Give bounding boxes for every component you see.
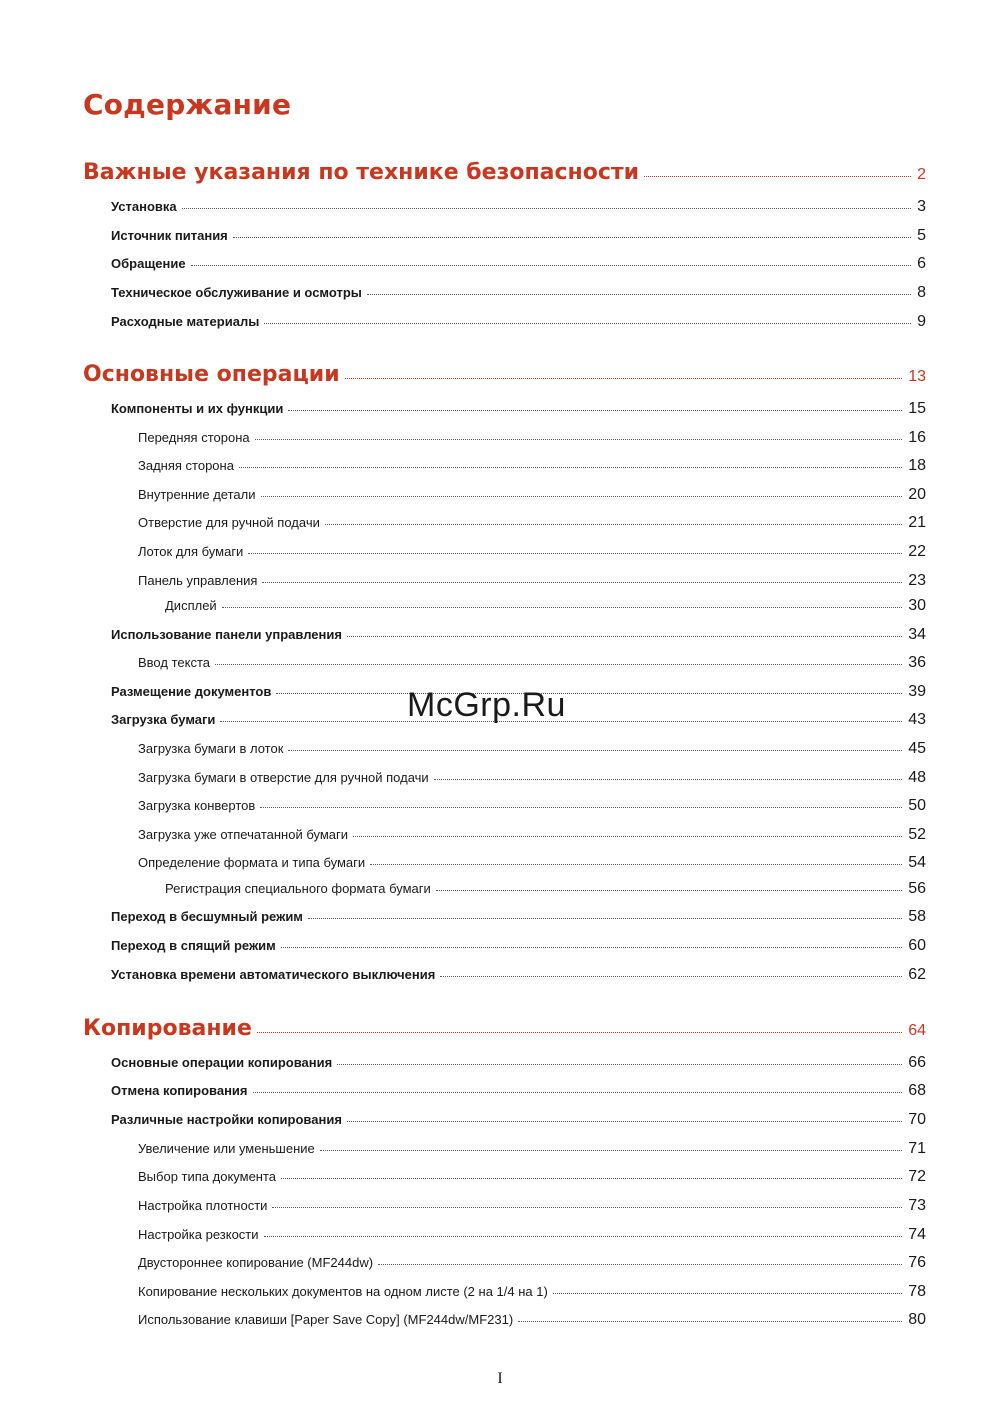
dot-leader — [281, 1178, 902, 1179]
toc-entry-label: Отмена копирования — [111, 1083, 248, 1098]
toc-page-number: 52 — [908, 826, 926, 843]
toc-entry-label: Источник питания — [111, 228, 228, 243]
toc-entry[interactable] — [0, 543, 1000, 561]
toc-page-number: 13 — [908, 368, 926, 385]
dot-leader — [347, 1121, 902, 1122]
toc-page-number: 66 — [908, 1054, 926, 1071]
dot-leader — [440, 976, 902, 977]
toc-entry[interactable] — [0, 908, 1000, 926]
toc-entry-label: Различные настройки копирования — [111, 1112, 342, 1127]
dot-leader — [255, 439, 903, 440]
toc-page-number: 72 — [908, 1168, 926, 1185]
toc-section-heading[interactable] — [0, 1016, 1000, 1041]
toc-entry-label: Основные операции копирования — [111, 1055, 333, 1070]
dot-leader — [644, 176, 911, 177]
toc-entry-label: Установка — [111, 199, 177, 214]
toc-page-number: 58 — [908, 908, 926, 925]
toc-entry[interactable] — [0, 769, 1000, 787]
toc-entry-label: Дисплей — [165, 598, 217, 613]
toc-entry-label: Загрузка уже отпечатанной бумаги — [138, 827, 349, 842]
toc-entry[interactable] — [0, 514, 1000, 532]
dot-leader — [260, 807, 902, 808]
dot-leader — [264, 1236, 903, 1237]
toc-entry-label: Установка времени автоматического выключения — [111, 967, 436, 982]
toc-entry[interactable] — [0, 313, 1000, 331]
toc-page-number: 54 — [908, 854, 926, 871]
dot-leader — [308, 918, 902, 919]
toc-entry-label: Загрузка бумаги — [111, 712, 216, 727]
dot-leader — [257, 1032, 902, 1033]
toc-entry-label: Двустороннее копирование (MF244dw) — [138, 1255, 374, 1270]
toc-page-number: 36 — [908, 654, 926, 671]
toc-entry-label: Переход в спящий режим — [111, 938, 276, 953]
dot-leader — [347, 636, 902, 637]
toc-entry-label: Копирование нескольких документов на одном листе (2 на 1/4 на 1) — [138, 1284, 548, 1299]
dot-leader — [518, 1321, 902, 1322]
toc-entry-label: Обращение — [111, 256, 186, 271]
toc-entry[interactable] — [0, 572, 1000, 590]
toc-page-number: 48 — [908, 769, 926, 786]
toc-entry[interactable] — [0, 227, 1000, 245]
toc-section-heading[interactable] — [0, 160, 1000, 185]
toc-page-number: 23 — [908, 572, 926, 589]
toc-entry[interactable] — [0, 740, 1000, 758]
toc-entry[interactable] — [0, 1254, 1000, 1272]
dot-leader — [233, 237, 911, 238]
toc-entry-label: Загрузка бумаги в отверстие для ручной подачи — [138, 770, 429, 785]
toc-entry[interactable] — [0, 654, 1000, 672]
toc-page-number: 34 — [908, 626, 926, 643]
toc-section-title: Важные указания по технике безопасности — [83, 160, 640, 185]
toc-entry[interactable] — [0, 1111, 1000, 1129]
page-number: I — [497, 1370, 503, 1387]
toc-entry-label: Загрузка конвертов — [138, 798, 256, 813]
toc-page-number: 2 — [917, 166, 926, 183]
toc-entry[interactable] — [0, 854, 1000, 872]
dot-leader — [345, 378, 903, 379]
toc-page-number: 9 — [917, 313, 926, 330]
toc-entry[interactable] — [0, 626, 1000, 644]
dot-leader — [325, 524, 902, 525]
toc-entry[interactable] — [0, 1140, 1000, 1158]
toc-page-number: 45 — [908, 740, 926, 757]
toc-entry[interactable] — [0, 1311, 1000, 1329]
toc-page-number: 64 — [908, 1022, 926, 1039]
dot-leader — [182, 208, 911, 209]
toc-entry-label: Загрузка бумаги в лоток — [138, 741, 284, 756]
dot-leader — [261, 496, 903, 497]
dot-leader — [239, 467, 902, 468]
toc-entry-label: Использование клавиши [Paper Save Copy] (MF244dw/MF231) — [138, 1312, 514, 1327]
dot-leader — [353, 836, 902, 837]
toc-page-number: 30 — [908, 597, 926, 614]
toc-page-number: 56 — [908, 880, 926, 897]
toc-entry-label: Размещение документов — [111, 684, 272, 699]
toc-page-number: 76 — [908, 1254, 926, 1271]
toc-entry-label: Настройка плотности — [138, 1198, 268, 1213]
toc-entry-label: Определение формата и типа бумаги — [138, 855, 366, 870]
toc-page-number: 5 — [917, 227, 926, 244]
toc-page-number: 3 — [917, 198, 926, 215]
toc-page-number: 70 — [908, 1111, 926, 1128]
toc-page-number: 8 — [917, 284, 926, 301]
dot-leader — [262, 582, 902, 583]
toc-page-number: 71 — [908, 1140, 926, 1157]
toc-entry[interactable] — [0, 486, 1000, 504]
dot-leader — [378, 1264, 902, 1265]
dot-leader — [337, 1064, 902, 1065]
watermark: McGrp.Ru — [407, 686, 566, 724]
toc-entry[interactable] — [0, 255, 1000, 273]
toc-page-number: 73 — [908, 1197, 926, 1214]
toc-entry-label: Переход в бесшумный режим — [111, 909, 303, 924]
dot-leader — [434, 779, 903, 780]
toc-entry-label: Задняя сторона — [138, 458, 234, 473]
toc-page-number: 62 — [908, 966, 926, 983]
toc-page-number: 50 — [908, 797, 926, 814]
toc-entry[interactable] — [0, 457, 1000, 475]
page-title: Содержание — [83, 88, 292, 121]
toc-entry[interactable] — [0, 1197, 1000, 1215]
toc-page-number: 18 — [908, 457, 926, 474]
toc-entry-label: Ввод текста — [138, 655, 210, 670]
dot-leader — [222, 607, 903, 608]
dot-leader — [281, 947, 902, 948]
toc-page-number: 68 — [908, 1082, 926, 1099]
toc-entry[interactable] — [0, 400, 1000, 418]
dot-leader — [553, 1293, 902, 1294]
dot-leader — [370, 864, 902, 865]
toc-page-number: 80 — [908, 1311, 926, 1328]
toc-page-number: 21 — [908, 514, 926, 531]
toc-entry[interactable] — [0, 1168, 1000, 1186]
dot-leader — [191, 265, 912, 266]
toc-page-number: 74 — [908, 1226, 926, 1243]
toc-entry[interactable] — [0, 1054, 1000, 1072]
toc-entry-label: Расходные материалы — [111, 314, 260, 329]
toc-entry[interactable] — [0, 1082, 1000, 1100]
toc-entry-label: Использование панели управления — [111, 627, 342, 642]
toc-entry[interactable] — [0, 880, 1000, 898]
dot-leader — [276, 693, 902, 694]
dot-leader — [436, 890, 902, 891]
toc-entry-label: Панель управления — [138, 573, 258, 588]
toc-entry[interactable] — [0, 429, 1000, 447]
toc-entry-label: Увеличение или уменьшение — [138, 1141, 315, 1156]
toc-section-title: Копирование — [83, 1016, 252, 1041]
toc-entry[interactable] — [0, 597, 1000, 615]
toc-page-number: 15 — [908, 400, 926, 417]
toc-entry[interactable] — [0, 966, 1000, 984]
toc-page-number: 20 — [908, 486, 926, 503]
toc-page-number: 39 — [908, 683, 926, 700]
toc-entry[interactable] — [0, 937, 1000, 955]
toc-entry-label: Выбор типа документа — [138, 1169, 277, 1184]
toc-entry-label: Лоток для бумаги — [138, 544, 244, 559]
dot-leader — [320, 1150, 902, 1151]
toc-entry[interactable] — [0, 826, 1000, 844]
dot-leader — [272, 1207, 902, 1208]
dot-leader — [288, 410, 902, 411]
toc-section-heading[interactable] — [0, 362, 1000, 387]
toc-entry-label: Отверстие для ручной подачи — [138, 515, 320, 530]
toc-page-number: 43 — [908, 711, 926, 728]
dot-leader — [367, 294, 911, 295]
toc-page-number: 78 — [908, 1283, 926, 1300]
dot-leader — [264, 323, 911, 324]
toc-page-number: 6 — [917, 255, 926, 272]
toc-entry-label: Техническое обслуживание и осмотры — [111, 285, 362, 300]
dot-leader — [215, 664, 902, 665]
toc-entry-label: Передняя сторона — [138, 430, 250, 445]
dot-leader — [248, 553, 902, 554]
toc-page-number: 22 — [908, 543, 926, 560]
toc-entry[interactable] — [0, 1283, 1000, 1301]
dot-leader — [288, 750, 902, 751]
toc-entry-label: Внутренние детали — [138, 487, 256, 502]
toc-entry-label: Регистрация специального формата бумаги — [165, 881, 431, 896]
toc-entry[interactable] — [0, 797, 1000, 815]
toc-entry[interactable] — [0, 1226, 1000, 1244]
toc-entry[interactable] — [0, 198, 1000, 216]
toc-entry-label: Компоненты и их функции — [111, 401, 284, 416]
toc-entry-label: Настройка резкости — [138, 1227, 259, 1242]
toc-section-title: Основные операции — [83, 362, 340, 387]
toc-entry[interactable] — [0, 284, 1000, 302]
toc-page-number: 60 — [908, 937, 926, 954]
toc-page-number: 16 — [908, 429, 926, 446]
dot-leader — [253, 1092, 903, 1093]
